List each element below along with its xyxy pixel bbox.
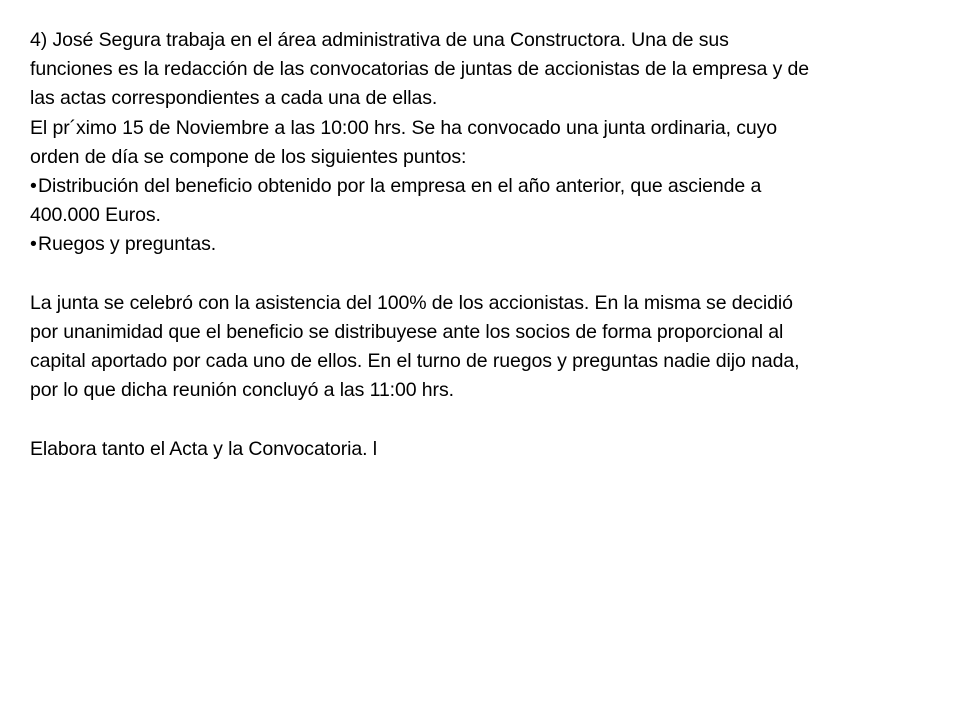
- result-line: La junta se celebró con la asistencia del 100% de los accionistas. En la misma se decidió: [30, 291, 793, 314]
- bullet-item: [30, 230, 920, 259]
- result-line: capital aportado por cada uno de ellos. En el turno de ruegos y preguntas nadie dijo nada,: [30, 350, 800, 373]
- intro-line: funciones es la redacción de las convocatorias de juntas de accionistas de la empresa y de: [30, 58, 810, 81]
- bullet-icon: •: [30, 174, 37, 197]
- bullet-icon: •: [30, 233, 37, 256]
- bullet-text: Distribución del beneficio obtenido por la empresa en el año anterior, que asciende a: [38, 174, 762, 197]
- result-line: por unanimidad que el beneficio se distribuyese ante los socios de forma proporcional al: [30, 320, 784, 343]
- intro-line: El pr´ximo 15 de Noviembre a las 10:00 hrs. Se ha convocado una junta ordinaria, cuyo: [30, 116, 778, 139]
- bullet-text: Ruegos y preguntas.: [38, 233, 217, 256]
- spacer: [30, 405, 920, 434]
- exercise-text: [30, 26, 920, 464]
- intro-line: las actas correspondientes a cada una de ellas.: [30, 87, 438, 110]
- spacer: [30, 260, 920, 289]
- intro-line: orden de día se compone de los siguientes puntos:: [30, 145, 467, 168]
- intro-line: 4) José Segura trabaja en el área administrativa de una Constructora. Una de sus: [30, 29, 729, 51]
- bullet-item: [30, 172, 920, 201]
- result-line: por lo que dicha reunión concluyó a las 11:00 hrs.: [30, 379, 454, 402]
- bullet-continuation: 400.000 Euros.: [30, 204, 161, 227]
- task-line: Elabora tanto el Acta y la Convocatoria. l: [30, 437, 378, 460]
